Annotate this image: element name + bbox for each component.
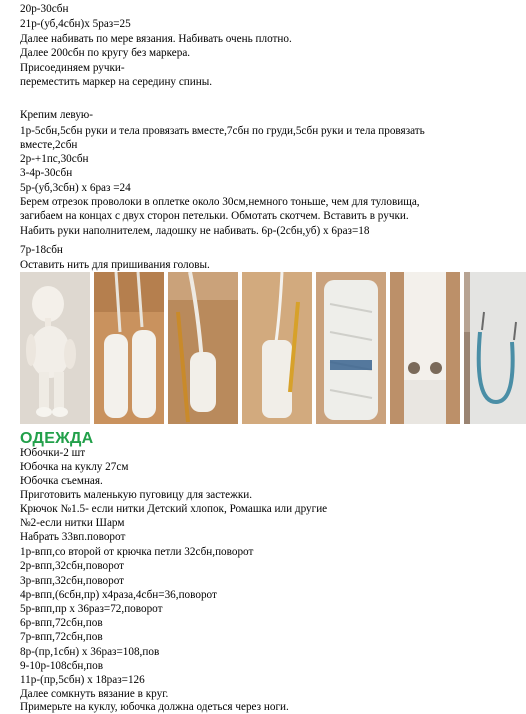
pattern-line: 3-4р-30сбн [20, 167, 73, 179]
pattern-line: Набить руки наполнителем, ладошку не набивать. 6р-(2сбн,уб) х 6раз=18 [20, 225, 370, 237]
pattern-line: Оставить нить для пришивания головы. [20, 259, 210, 271]
pattern-line: Юбочка на куклу 27см [20, 461, 129, 473]
pattern-line: Юбочка съемная. [20, 475, 103, 487]
pattern-line: 5р-впп,пр х 36раз=72,поворот [20, 603, 163, 615]
pattern-line: 4р-впп,(6сбн,пр) х4раза,4сбн=36,поворот [20, 589, 217, 601]
pattern-line: 8р-(пр,1сбн) х 36раз=108,пов [20, 646, 160, 658]
pattern-line: Приготовить маленькую пуговицу для застежки. [20, 489, 253, 501]
pattern-line: №2-если нитки Шарм [20, 517, 125, 529]
pattern-line: Присоединяем ручки- [20, 62, 125, 74]
photo-knitted-legs [94, 272, 164, 424]
photo-body-taped-legs [390, 272, 460, 424]
pattern-line: загибаем на концах с двух сторон петельки. Обмотать скотчем. Вставить в ручки. [20, 210, 409, 222]
pattern-line: Далее 200сбн по кругу без маркера. [20, 47, 191, 59]
photo-wire-loop [470, 272, 526, 424]
pattern-line: Примерьте на куклу, юбочка должна одеться через ноги. [20, 701, 289, 713]
photo-doll-body-with-arms [20, 272, 90, 424]
pattern-line: Крепим левую- [20, 109, 93, 121]
pattern-line: вместе,2сбн [20, 139, 78, 151]
photo-body-wrapped-wire [316, 272, 386, 424]
pattern-line: 7р-18сбн [20, 244, 63, 256]
pattern-line: 2р-впп,32сбн,поворот [20, 560, 125, 572]
photo-crochet-hook-with-wire [168, 272, 238, 424]
section-heading-clothes: ОДЕЖДА [20, 430, 94, 447]
pattern-line: 1р-5сбн,5сбн руки и тела провязать вместе,7сбн по груди,5сбн руки и тела провязать [20, 125, 425, 137]
pattern-line: Юбочки-2 шт [20, 447, 86, 459]
pattern-line: 11р-(пр,5сбн) х 18раз=126 [20, 674, 145, 686]
pattern-line: Крючок №1.5- если нитки Детский хлопок, Ромашка или другие [20, 503, 328, 515]
pattern-line: 1р-впп,со второй от крючка петли 32сбн,поворот [20, 546, 254, 558]
pattern-line: 7р-впп,72сбн,пов [20, 631, 103, 643]
pattern-line: переместить маркер на середину спины. [20, 76, 213, 88]
pattern-line: 6р-впп,72сбн,пов [20, 617, 103, 629]
photo-crochet-hook-in-work [242, 272, 312, 424]
pattern-line: 5р-(уб,3сбн) х 6раз =24 [20, 182, 131, 194]
pattern-line: 21р-(уб,4сбн)х 5раз=25 [20, 18, 131, 30]
pattern-line: 3р-впп,32сбн,поворот [20, 575, 125, 587]
pattern-line: Далее набивать по мере вязания. Набивать очень плотно. [20, 33, 292, 45]
pattern-line: Далее сомкнуть вязание в круг. [20, 688, 169, 700]
pattern-line: 2р-+1пс,30сбн [20, 153, 89, 165]
pattern-line: 20р-30сбн [20, 3, 69, 15]
pattern-line: Берем отрезок проволоки в оплетке около 30см,немного тоньше, чем для туловища, [20, 196, 420, 208]
photo-strip [20, 272, 526, 424]
pattern-line: Набрать 33вп.поворот [20, 531, 126, 543]
pattern-line: 9-10р-108сбн,пов [20, 660, 104, 672]
